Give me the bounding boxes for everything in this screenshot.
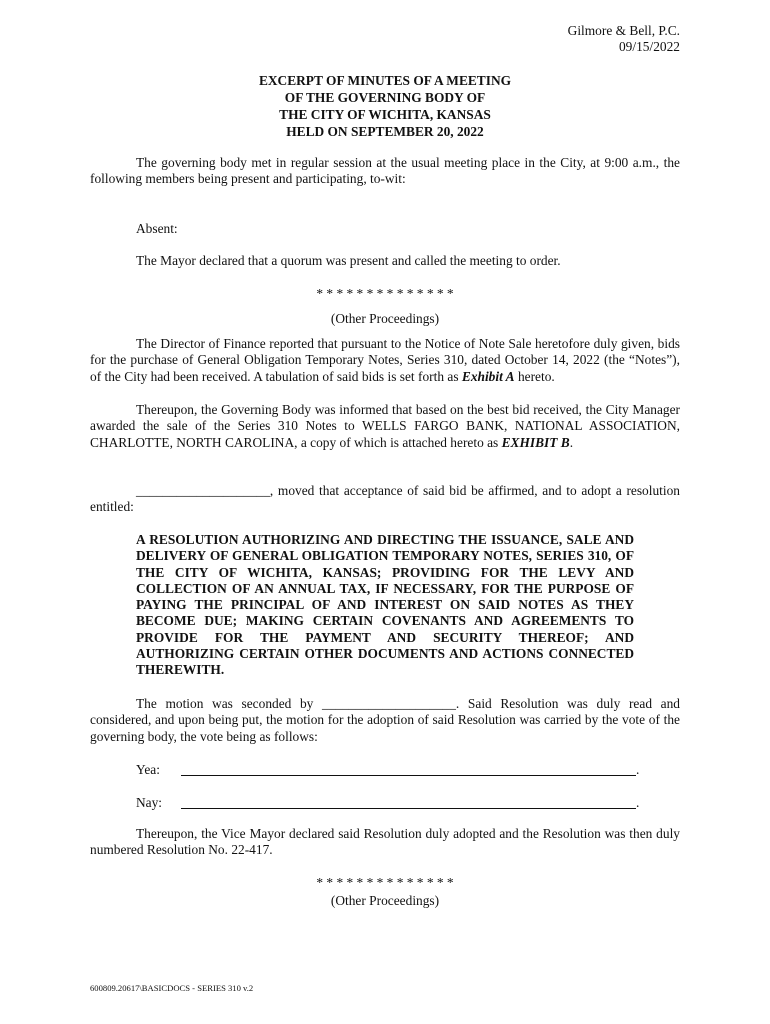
award-text-b: . bbox=[569, 434, 574, 450]
nay-period: . bbox=[636, 795, 640, 810]
paragraph-session: The governing body met in regular session at the usual meeting place in the City, at 9:00 a.m., the following members being present and participating, to-wit: bbox=[90, 155, 680, 187]
paragraph-moved: ____________________, moved that acceptance of said bid be affirmed, and to adopt a resolution entitled: bbox=[90, 483, 680, 515]
nay-blank-line bbox=[181, 808, 636, 809]
other-proceedings-2: (Other Proceedings) bbox=[330, 893, 440, 908]
finance-text-a: The Director of Finance reported that pursuant to the Notice of Note Sale heretofore duly given, bids for the purchase of General Obligation Temporary Notes, Series 310, dated October 14, 2022 (the “Notes”), of the City had been received. A tabulation of said bids is set forth as bbox=[90, 336, 680, 384]
title-line-1: EXCERPT OF MINUTES OF A MEETING bbox=[258, 73, 512, 88]
exhibit-a-reference: Exhibit A bbox=[461, 368, 515, 384]
header-date: 09/15/2022 bbox=[618, 39, 680, 54]
yea-label: Yea: bbox=[136, 762, 160, 777]
title-line-3: THE CITY OF WICHITA, KANSAS bbox=[279, 107, 491, 122]
other-proceedings-1: (Other Proceedings) bbox=[330, 311, 440, 326]
vote-yea-row bbox=[136, 762, 646, 780]
paragraph-quorum: The Mayor declared that a quorum was present and called the meeting to order. bbox=[136, 253, 561, 268]
separator-stars-2: * * * * * * * * * * * * * * bbox=[316, 875, 454, 890]
paragraph-adopted: Thereupon, the Vice Mayor declared said Resolution duly adopted and the Resolution was then duly numbered Resolution No. 22-417. bbox=[90, 826, 680, 858]
title-line-2: OF THE GOVERNING BODY OF bbox=[284, 90, 486, 105]
nay-label: Nay: bbox=[136, 795, 163, 810]
exhibit-b-reference: EXHIBIT B bbox=[501, 434, 570, 450]
yea-period: . bbox=[636, 762, 640, 777]
vote-nay-row bbox=[136, 795, 646, 813]
resolution-title: A RESOLUTION AUTHORIZING AND DIRECTING THE ISSUANCE, SALE AND DELIVERY OF GENERAL OBLIGATION TEMPORARY NOTES, SERIES 310, OF THE CITY OF WICHITA, KANSAS; PROVIDING FOR THE LEVY AND COLLECTION OF AN ANNUAL TAX, IF NECESSARY, FOR THE PURPOSE OF PAYING THE PRINCIPAL OF AND INTEREST ON SAID NOTES AS THEY BECOME DUE; MAKING CERTAIN COVENANTS AND AGREEMENTS TO PROVIDE FOR THE PAYMENT AND SECURITY THEREOF; AND AUTHORIZING CERTAIN OTHER DOCUMENTS AND ACTIONS CONNECTED THEREWITH. bbox=[136, 532, 634, 678]
paragraph-seconded: The motion was seconded by ____________________. Said Resolution was duly read and considered, and upon being put, the motion for the adoption of said Resolution was carried by the vote of the governing body, the vote being as follows: bbox=[90, 696, 680, 744]
footer-document-reference: 600809.20617\BASICDOCS - SERIES 310 v.2 bbox=[90, 983, 254, 993]
paragraph-finance bbox=[90, 336, 680, 385]
award-text-a: Thereupon, the Governing Body was informed that based on the best bid received, the City Manager awarded the sale of the Series 310 Notes to WELLS FARGO BANK, NATIONAL ASSOCIATION, CHARLOTTE, NORTH CAROLINA, a copy of which is attached hereto as bbox=[90, 402, 680, 450]
paragraph-award bbox=[90, 402, 680, 451]
title-line-4: HELD ON SEPTEMBER 20, 2022 bbox=[286, 124, 484, 139]
finance-text-b: hereto. bbox=[514, 368, 555, 384]
firm-name: Gilmore & Bell, P.C. bbox=[567, 23, 680, 38]
document-title bbox=[0, 72, 770, 140]
yea-blank-line bbox=[181, 775, 636, 776]
header-block bbox=[568, 23, 680, 55]
absent-label: Absent: bbox=[136, 221, 178, 236]
separator-stars-1: * * * * * * * * * * * * * * bbox=[316, 286, 454, 301]
